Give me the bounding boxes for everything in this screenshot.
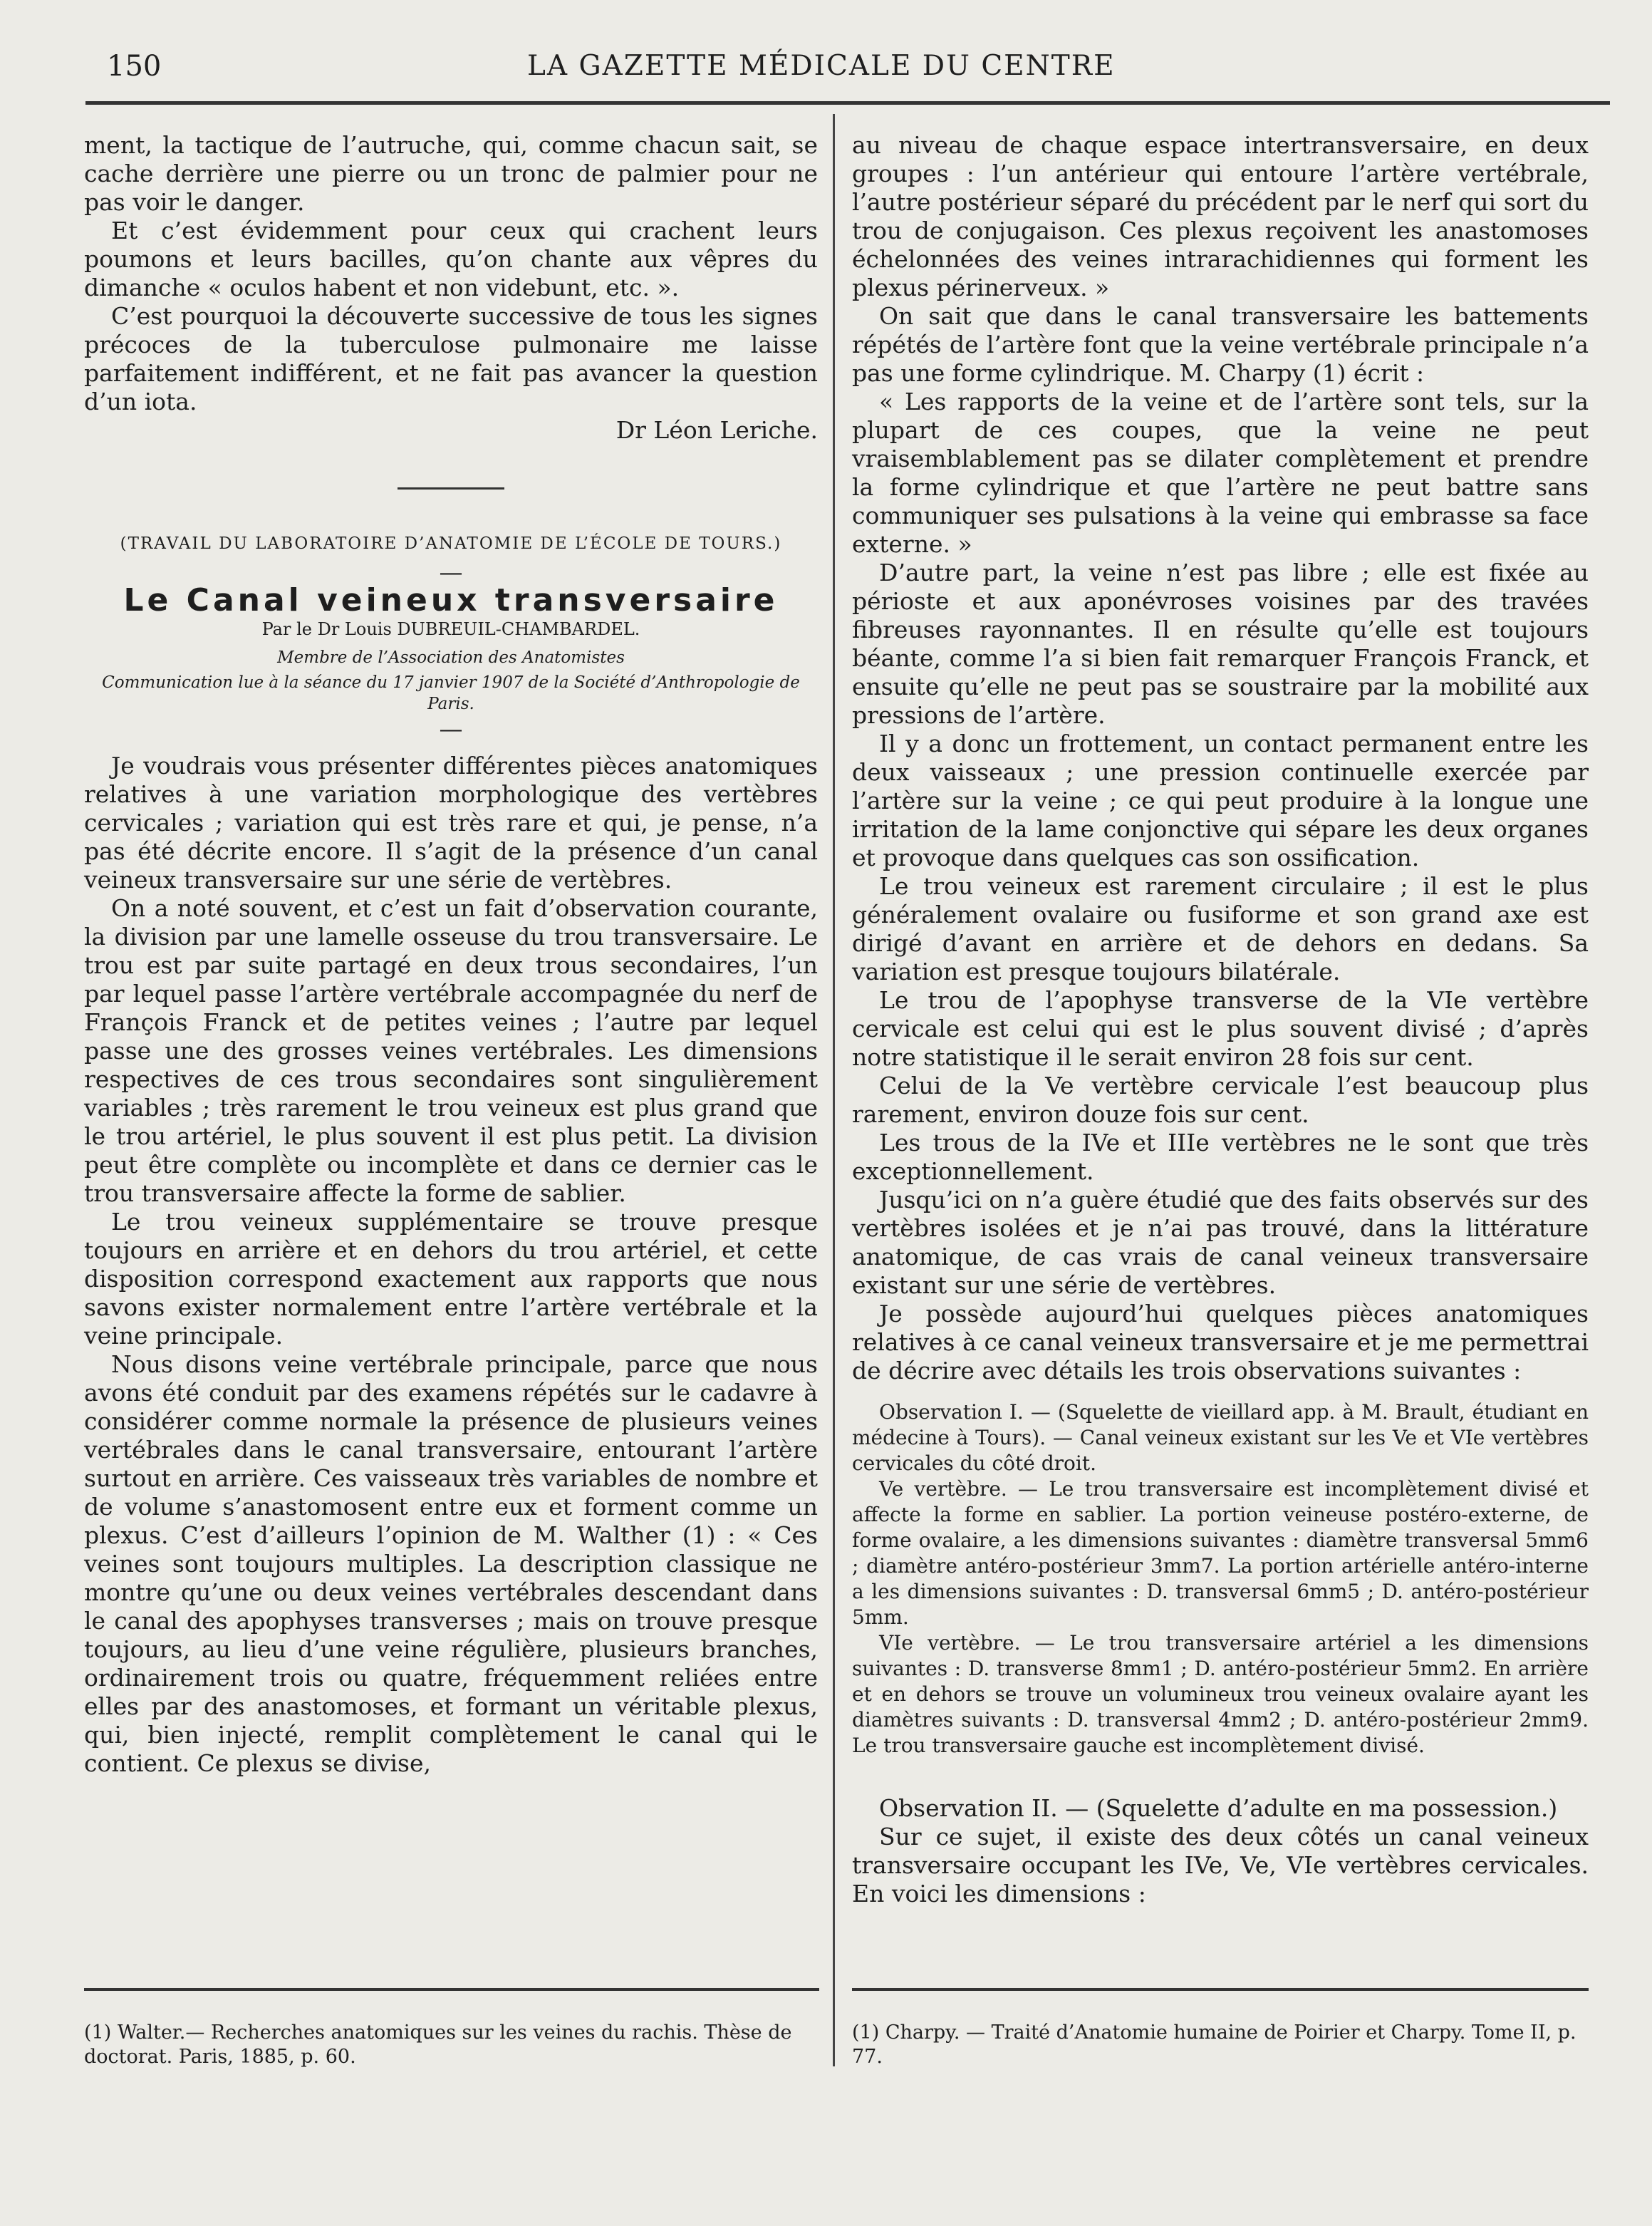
observation-1-fifth-vertebra: Ve vertèbre. — Le trou transversaire est incomplètement divisé et affecte la forme en sablier. La portion veineuse postéro-externe, de forme ovalaire, a les dimensions suivantes : diamètre transversal 5mm6 ; diamètre antéro-postérieur 3mm7. La portion artérielle antéro-interne a les dimensions suivantes : D. transversal 6mm5 ; D. antéro-postérieur 5mm. xyxy=(852,1477,1589,1629)
left-paragraph-3: C’est pourquoi la découverte successive de tous les signes précoces de la tuberculose pulmonaire me laisse parfaitement indifférent, et ne fait pas avancer la question d’un iota. xyxy=(84,302,818,415)
footnote-rule-right xyxy=(852,1988,1589,1991)
article-paragraph-3: Le trou veineux supplémentaire se trouve presque toujours en arrière et en dehors du trou artériel, et cette disposition correspond exactement aux rapports que nous savons exister normalement entre l’artère vertébrale et la veine principale. xyxy=(84,1208,818,1350)
right-paragraph-2: On sait que dans le canal transversaire les battements répétés de l’artère font que la veine vertébrale principale n’a pas une forme cylindrique. M. Charpy (1) écrit : xyxy=(852,302,1589,387)
observation-2-body: Sur ce sujet, il existe des deux côtés un canal veineux transversaire occupant les IVe, Ve, VIe vertèbres cervicales. En voici les dimensions : xyxy=(852,1823,1589,1907)
article-paragraph-2: On a noté souvent, et c’est un fait d’observation courante, la division par une lamelle osseuse du trou transversaire. Le trou est par suite partagé en deux trous secondaires, l’un par lequel passe l’artère vertébrale accompagnée du nerf de François Franck et de petites veines ; l’autre par lequel passe une des grosses veines vertébrales. Les dimensions respectives de ces trous secondaires sont singulièrement variables ; très rarement le trou veineux est plus grand que le trou artériel, le plus souvent il est plus petit. La division peut être complète ou incomplète et dans ce dernier cas le trou transversaire affecte la forme de sablier. xyxy=(84,894,818,1207)
column-divider xyxy=(833,114,835,2066)
author-signature: Dr Léon Leriche. xyxy=(615,416,818,444)
section-rule xyxy=(398,487,504,490)
right-paragraph-5: Il y a donc un frottement, un contact permanent entre les deux vaisseaux ; une pression continuelle exercée par l’artère sur la veine ; ce qui peut produire à la longue une irritation de la lame conjonctive qui sépare les deux organes et provoque dans quelques cas son ossification. xyxy=(852,730,1589,871)
footnote-rule-left xyxy=(84,1988,819,1991)
right-paragraph-7: Le trou de l’apophyse transverse de la VIe vertèbre cervicale est celui qui est le plus souvent divisé ; d’après notre statistique il le serait environ 28 fois sur cent. xyxy=(852,986,1589,1071)
separator-dash-2: — xyxy=(439,715,463,742)
right-paragraph-4: D’autre part, la veine n’est pas libre ; elle est fixée au périoste et aux aponévroses voisines par des travées fibreuses rayonnantes. Il en résulte qu’elle est toujours béante, comme l’a si bien fait remarquer François Franck, et ensuite qu’elle ne peut pas se soustraire par la mobilité aux pressions de l’artère. xyxy=(852,559,1589,729)
communication-note: Communication lue à la séance du 17 janvier 1907 de la Société d’Anthropologie de Paris. xyxy=(102,673,800,713)
observation-2-heading: Observation II. — (Squelette d’adulte en ma possession.) xyxy=(879,1794,1558,1822)
author-membership: Membre de l’Association des Anatomistes xyxy=(277,648,625,667)
right-paragraph-9: Les trous de la IVe et IIIe vertèbres ne le sont que très exceptionnellement. xyxy=(852,1129,1589,1185)
right-column xyxy=(852,131,1589,1908)
right-paragraph-1: au niveau de chaque espace intertransversaire, en deux groupes : l’un antérieur qui entoure l’artère vertébrale, l’autre postérieur séparé du précédent par le nerf qui sort du trou de conjugaison. Ces plexus reçoivent les anastomoses échelonnées des veines intrarachidiennes qui forment les plexus périnerveux. » xyxy=(852,131,1589,301)
right-paragraph-11: Je possède aujourd’hui quelques pièces anatomiques relatives à ce canal veineux transversaire et je me permettrai de décrire avec détails les trois observations suivantes : xyxy=(852,1300,1589,1384)
article-paragraph-1: Je voudrais vous présenter différentes pièces anatomiques relatives à une variation morphologique des vertèbres cervicales ; variation qui est très rare et qui, je pense, n’a pas été décrite encore. Il s’agit de la présence d’un canal veineux transversaire sur une série de vertèbres. xyxy=(84,752,818,894)
observation-1-sixth-vertebra: VIe vertèbre. — Le trou transversaire artériel a les dimensions suivantes : D. transverse 8mm1 ; D. antéro-postérieur 5mm2. En arrière et en dehors se trouve un volumineux trou veineux ovalaire ayant les diamètres suivants : D. transversal 4mm2 ; D. antéro-postérieur 2mm9. Le trou transversaire gauche est incomplètement divisé. xyxy=(852,1631,1589,1757)
right-paragraph-6: Le trou veineux est rarement circulaire ; il est le plus généralement ovalaire ou fusiforme et son grand axe est dirigé d’avant en arrière et de dehors en dedans. Sa variation est presque toujours bilatérale. xyxy=(852,872,1589,985)
footnote-right: (1) Charpy. — Traité d’Anatomie humaine de Poirier et Charpy. Tome II, p. 77. xyxy=(852,2021,1576,2068)
article-paragraph-4: Nous disons veine vertébrale principale, parce que nous avons été conduit par des examens répétés sur le cadavre à considérer comme normale la présence de plusieurs veines vertébrales dans le canal transversaire, entourant l’artère surtout en arrière. Ces vaisseaux très variables de nombre et de volume s’anastomosent entre eux et forment comme un plexus. C’est d’ailleurs l’opinion de M. Walther (1) : « Ces veines sont toujours multiples. La description classique ne montre qu’une ou deux veines vertébrales descendant dans le canal des apophyses transverses ; mais on trouve presque toujours, au lieu d’une veine régulière, plusieurs branches, ordinairement trois ou quatre, fréquemment reliées entre elles par des anastomoses, et formant un véritable plexus, qui, bien injecté, remplit complètement le canal qui le contient. Ce plexus se divise, xyxy=(84,1350,818,1777)
journal-title: LA GAZETTE MÉDICALE DU CENTRE xyxy=(527,50,1116,82)
article-title: Le Canal veineux transversaire xyxy=(123,582,779,618)
article-byline: Par le Dr Louis DUBREUIL-CHAMBARDEL. xyxy=(261,619,640,639)
footnote-left: (1) Walter.— Recherches anatomiques sur les veines du rachis. Thèse de doctorat. Paris, 1885, p. 60. xyxy=(84,2021,792,2068)
left-column xyxy=(84,131,818,1778)
right-paragraph-8: Celui de la Ve vertèbre cervicale l’est beaucoup plus rarement, environ douze fois sur cent. xyxy=(852,1072,1589,1128)
right-paragraph-10: Jusqu’ici on n’a guère étudié que des faits observés sur des vertèbres isolées et je n’ai pas trouvé, dans la littérature anatomique, de cas vrais de canal veineux transversaire existant sur une série de vertèbres. xyxy=(852,1186,1589,1299)
header-rule xyxy=(85,101,1610,105)
observation-1: Observation I. — (Squelette de vieillard app. à M. Brault, étudiant en médecine à Tours). — Canal veineux existant sur les Ve et VIe vertèbres cervicales du côté droit. xyxy=(852,1400,1589,1475)
left-paragraph-2: Et c’est évidemment pour ceux qui crachent leurs poumons et leurs bacilles, qu’on chante aux vêpres du dimanche « oculos habent et non videbunt, etc. ». xyxy=(84,217,818,301)
laboratory-note: (TRAVAIL DU LABORATOIRE D’ANATOMIE DE L’ÉCOLE DE TOURS.) xyxy=(120,534,782,553)
charpy-quote: « Les rapports de la veine et de l’artère sont tels, sur la plupart de ces coupes, que la veine ne peut vraisemblablement pas se dilater complètement et prendre la forme cylindrique et que l’artère ne peut battre sans communiquer ses pulsations à la veine qui embrasse sa face externe. » xyxy=(852,388,1589,558)
page-number: 150 xyxy=(107,50,162,83)
left-paragraph-1: ment, la tactique de l’autruche, qui, comme chacun sait, se cache derrière une pierre ou un tronc de palmier pour ne pas voir le danger. xyxy=(84,131,818,216)
separator-dash: — xyxy=(439,558,463,586)
